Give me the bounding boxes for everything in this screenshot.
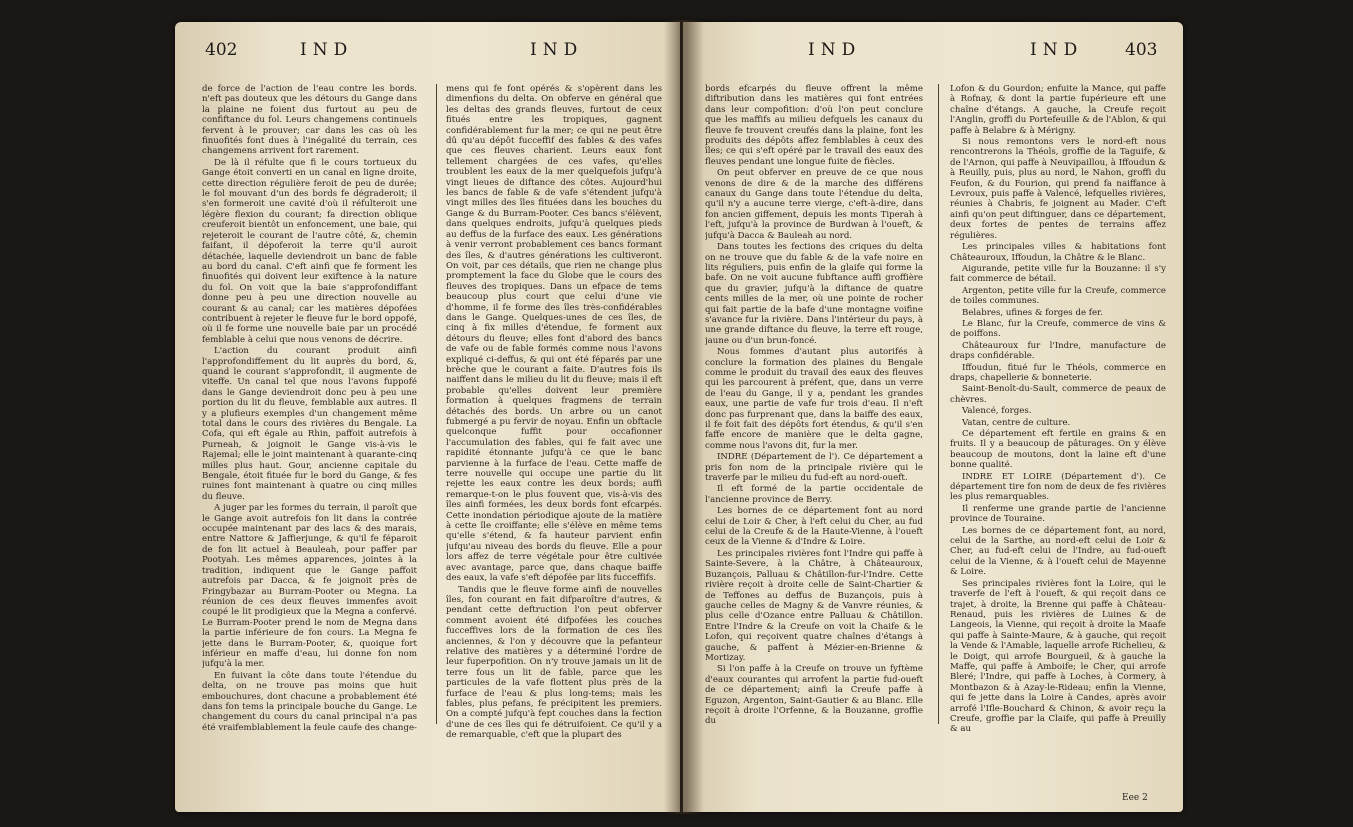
column-rule-left xyxy=(436,84,437,724)
paragraph: Dans toutes les fections des criques du delta on ne trouve que du fable & de la vafe noire en lits réguliers, puis enfin de la glaife qui forme la bafe. On ne voit aucune fubftance auffi groffière que du gravier, jufqu'à la diftance de quatre cents milles de la mer, où une pointe de rocher qui fait partie de la bafe d'une montagne voifine s'avance fur la rivière. Dans l'intérieur du pays, à une grande diftance du fleuve, la terre eft rouge, jaune ou d'un brun-foncé. xyxy=(705,242,923,346)
paragraph: INDRE (Département de l'). Ce département a pris fon nom de la principale rivière qui le traverfe par le milieu du fud-eft au nord-oueft. xyxy=(705,452,923,484)
paragraph: De là il réfulte que fi le cours tortueux du Gange étoit converti en un canal en ligne droite, cette direction régulière feroit de peu de durée; le fol mouvant d'un des bords fe dégraderoit; il s'en formeroit une cavité d'où il réfulteroit une légère flexion du courant; fa direction oblique creuferoit bientôt un enfoncement, une baie, qui rejeteroit le courant de l'autre côté, &, chemin faifant, il dépoferoit la terre qu'il auroit détachée, laquelle deviendroit un banc de fable au bord du canal. C'eft ainfi que fe forment les finuofités qui doivent leur exiftence à la nature du fol. On voit que la baie s'approfondiffant donne peu à peu une direction nouvelle au courant & au canal; car les matières dépofées contribuent à rejeter le fleuve fur le bord oppofé, où il fe forme une nouvelle baie par un procédé femblable à celui que nous venons de décrire. xyxy=(202,157,417,345)
paragraph: Ses principales rivières font la Loire, qui le traverfe de l'eft à l'oueft, & qui reçoit dans ce trajet, à droite, la Brenne qui paffe à Château-Renaud, puis les rivières de Luines & de Langeois, la Vienne, qui reçoit à droite la Maafe qui paffe à Sainte-Maure, & à gauche, qui reçoit la Vende & l'Amable, laquelle arrofe Richelieu, & le Doigt, qui arrofe Bourgueil, & à gauche la Maffe, qui paffe à Amboife; le Cher, qui arrofe Bleré; l'Indre, qui paffe à Loches, à Cormery, à Montbazon & à Azay-le-Rideau; enfin la Vienne, qui fe jette dans la Loire à Candes, après avoir arrofé l'Ifle-Bouchard & Chinon, & avoir reçu la Creufe, groffie par la Claife, qui paffe à Preuilly & au xyxy=(950,578,1166,735)
paragraph: Belabres, ufines & forges de fer. xyxy=(962,307,1103,318)
paragraph: Le Blanc, fur la Creufe, commerce de vins & de poiffons. xyxy=(950,318,1166,340)
paragraph: Si l'on paffe à la Creufe on trouve un fyftème d'eaux courantes qui arrofent la partie fud-oueft de ce département; ainfi la Creufe paffe à Eguzon, Argenton, Saint-Gautier & au Blanc. Elle reçoit à droite l'Orfenne, & la Bouzanne, groffie du xyxy=(705,664,923,727)
left-page-column-2 xyxy=(446,84,662,784)
paragraph: bords efcarpés du fleuve offrent la même diftribution dans les matières qui font entrées dans leur compofition: d'où l'on peut conclure que les maffifs au milieu defquels les canaux du fleuve fe trouvent creufés dans la plaine, font les produits des dépôts affez femblables à ceux des îles; ce qui s'eft opéré par le travail des eaux des fleuves pendant une longue fuite de fiècles. xyxy=(705,84,923,167)
page-number-left: 402 xyxy=(205,40,238,60)
paragraph: Argenton, petite ville fur la Creufe, commerce de toiles communes. xyxy=(950,285,1166,307)
running-head-right-1: IND xyxy=(808,40,862,60)
paragraph: Iffoudun, fitué fur le Théols, commerce en draps, chapellerie & bonneterie. xyxy=(950,362,1166,383)
paragraph: Vatan, centre de culture. xyxy=(962,417,1071,428)
running-head-left-2: IND xyxy=(530,40,584,60)
page-number-right: 403 xyxy=(1125,40,1158,60)
book-gutter xyxy=(664,20,704,814)
paragraph: mens qui fe font opérés & s'opèrent dans les dimenfions du delta. On obferve en général que les deltas des grands fleuves, furtout de ceux fitués entre les tropiques, gagnent confidérablement fur la mer; ce qui ne peut être dû qu'au dépôt fucceffif des fables & des vafes que ces fleuves charient. Leurs eaux font tellement chargées de ces vafes, qu'elles troublent les eaux de la mer quelquefois jufqu'à vingt lieues de diftance des côtes. Aujourd'hui les bancs de fable & de vafe s'étendent jufqu'à vingt milles des îles fituées dans les bouches du Gange & du Burram-Pooter. Ces bancs s'élèvent, dans quelques endroits, jufqu'à quelques pieds au deffus de la furface des eaux. Les générations à venir verront probablement ces bancs formant des îles, & d'autres générations les cultiveront. On voit, par ces détails, que rien ne change plus promptement la face du Globe que le cours des fleuves des tropiques. Dans un efpace de tems beaucoup plus court que celui d'une vie d'homme, il fe forme des îles très-confidérables dans le Gange. Quelques-unes de ces îles, de cinq à fix milles d'étendue, fe forment aux détours du fleuve; elles font d'abord des bancs de vafe ou de fable formés comme nous l'avons expliqué ci-deffus, & qui ont été féparés par une brèche que le courant a faite. D'autres fois ils naiffent dans le milieu du lit du fleuve; mais il eft probable qu'elles doivent leur première formation à quelques fragmens de terrain détachés des bords. Un arbre ou un canot fubmergé a pu fervir de noyau. Enfin un obftacle quelconque fuffit pour occafionner l'accumulation des fables, qui fe fait avec une rapidité étonnante jufqu'à ce que le banc parvienne à la furface de l'eau. Cette maffe de terre nouvelle qui occupe une partie du lit rejette les eaux contre les deux bords; auffi remarque-t-on le plus fouvent que, vis-à-vis des îles ainfi formées, les deux bords font efcarpés. Cette inondation périodique ajoute de la matière à cette île croiffante; elle s'élève en même tems qu'elle s'étend, & fa hauteur parvient enfin jufqu'au niveau des bords du fleuve. Elle a pour lors affez de terre végétale pour être cultivée avec avantage, parce que, dans chaque baiffe des eaux, la vafe s'eft dépofée par lits fucceffifs. xyxy=(446,84,662,584)
paragraph: Les principales rivières font l'Indre qui paffe à Sainte-Severe, à la Châtre, à Châteauroux, Buzançois, Palluau & Châtillon-fur-l'Indre. Cette rivière reçoit à droite celle de Saint-Chartier & de Teffones au deffus de Buzançois, puis à gauche celles de Magny & de Vanvre réunies, & plus celle d'Ozance entre Palluau & Châtillon. Entre l'Indre & la Creufe on voit la Chaife & le Lofon, qui reçoivent quatre chaînes d'étangs à gauche, & paffent à Mézier-en-Brienne & Mortizay. xyxy=(705,548,923,663)
paragraph: Lofon & du Gourdon; enfuite la Mance, qui paffe à Rofnay, & dont la partie fupérieure eft une chaîne d'étangs. A gauche, la Creufe reçoit l'Anglin, groffi du Portefeuille & de l'Ablon, & qui paffe à Belabre & à Mérigny. xyxy=(950,84,1166,136)
paragraph: En fuivant la côte dans toute l'étendue du delta, on ne trouve pas moins que huit embouchures, dont chacune a probablement été dans fon tems la principale bouche du Gange. Le changement du cours du canal principal n'a pas été vraifemblablement la feule caufe des change- xyxy=(202,670,417,733)
paragraph: Nous fommes d'autant plus autorifés à conclure la formation des plaines du Bengale comme le produit du travail des eaux des fleuves qui les parcourent à préfent, que, dans un verre de l'eau du Gange, il y a, pendant les grandes eaux, une partie de vafe fur trois d'eau. Il n'eft donc pas furprenant que, dans la baiffe des eaux, il fe foit fait des dépôts fort étendus, & qu'il s'en faffe encore de manière que le delta gagne, comme nous l'avons dit, fur la mer. xyxy=(705,347,923,451)
paragraph: A juger par les formes du terrain, il paroît que le Gange avoit autrefois fon lit dans la contrée occupée maintenant par des lacs & des marais, entre Nattore & Jaffierjunge, & qu'il fe féparoit de fon lit actuel à Beauleah, pour paffer par Pootyah. Les mêmes apparences, jointes à la tradition, indiquent que le Gange paffoit autrefois par Dacca, & fe joignoit près de Fringybazar au Burram-Pooter ou Megna. La réunion de ces deux fleuves immenfes avoit coupé le lit prodigieux que la Megna a confervé. Le Burram-Pooter prend le nom de Megna dans la partie inférieure de fon cours. La Megna fe jette dans le Burram-Pooter, &, quoique fort inférieur en maffe d'eau, lui donne fon nom jufqu'à la mer. xyxy=(202,503,417,670)
paragraph: Il renferme une grande partie de l'ancienne province de Touraine. xyxy=(950,503,1166,525)
paragraph: Saint-Benoît-du-Sault, commerce de peaux de chèvres. xyxy=(950,384,1166,405)
column-rule-right xyxy=(938,84,939,724)
paragraph: Aigurande, petite ville fur la Bouzanne: il s'y fait commerce de bétail. xyxy=(950,263,1166,285)
paragraph: de force de l'action de l'eau contre les bords. n'eft pas douteux que les détours du Gange dans la plaine ne foient dus furtout au peu de confiftance du fol. Leurs changemens continuels fervent à le prouver; car dans les cas où les finuofités font dues à l'inégalité du terrain, ces changemens arrivent fort rarement. xyxy=(202,84,417,157)
left-page-column-1 xyxy=(202,84,417,784)
paragraph: Châteauroux fur l'Indre, manufacture de draps confidérable. xyxy=(950,340,1166,362)
paragraph: Les bornes de ce département font, au nord, celui de la Sarthe, au nord-eft celui de Loir & Cher, au fud-eft celui de l'Indre, au fud-oueft celui de la Vienne, & à l'oueft celui de Mayenne & Loire. xyxy=(950,525,1166,578)
paragraph: On peut obferver en preuve de ce que nous venons de dire & de la marche des différens canaux du Gange dans toute l'étendue du delta, qu'il n'y a aucune terre vierge, c'eft-à-dire, dans fon ancien giffement, depuis les monts Tiperah à l'eft, jufqu'à la province de Burdwan à l'oueft, & jufqu'à Dacca & Bauleah au nord. xyxy=(705,168,923,241)
paragraph: INDRE ET LOIRE (Département d'). Ce département tire fon nom de deux de fes rivières les plus remarquables. xyxy=(950,471,1166,503)
paragraph: Ce département eft fertile en grains & en fruits. Il y a beaucoup de pâturages. On y élève beaucoup de moutons, dont la laine eft d'une bonne qualité. xyxy=(950,429,1166,471)
paragraph: Les bornes de ce département font au nord celui de Loir & Cher, à l'eft celui du Cher, au fud celui de la Creufe & de la Haute-Vienne, à l'oueft ceux de la Vienne & d'Indre & Loire. xyxy=(705,506,923,548)
catchword: Eee 2 xyxy=(1122,793,1148,803)
running-head-right-2: IND xyxy=(1030,40,1084,60)
right-page-column-2 xyxy=(950,84,1166,784)
paragraph: L'action du courant produit ainfi l'approfondiffement du lit auprès du bord, &, quand le courant s'approfondit, il augmente de viteffe. Un canal tel que nous l'avons fuppofé dans le Gange deviendroit donc peu à peu une portion du lit du fleuve, femblable aux autres. Il y a plufieurs exemples d'un changement même total dans le cours des rivières du Bengale. La Cofa, qui eft égale au Rhin, paffoit autrefois à Purneah, & joignoit le Gange vis-à-vis le Rajemal; elle le joint maintenant à quarante-cinq milles plus haut. Gour, ancienne capitale du Bengale, étoit fituée fur le bord du Gange, & fes ruines font maintenant à quatre ou cinq milles du fleuve. xyxy=(202,346,417,502)
running-head-left-1: IND xyxy=(300,40,354,60)
paragraph: Les principales villes & habitations font Châteauroux, Iffoudun, la Châtre & le Blanc. xyxy=(950,242,1166,263)
paragraph: Il eft formé de la partie occidentale de l'ancienne province de Berry. xyxy=(705,484,923,505)
paragraph: Valencé, forges. xyxy=(962,406,1032,417)
paragraph: Si nous remontons vers le nord-eft nous rencontrerons la Théols, groffie de la Taguife, & de l'Arnon, qui paffe à Neuvipaillou, à Iffoudun & à Reuilly, puis, plus au nord, le Nahon, groffi du Feufon, & du Fourion, qui prend fa naiffance à Levroux, puis paffe à Valencé, lefquelles rivières, réunies à Chabris, fe joignent au Mader. C'eft ainfi qu'on peut diftinguer, dans ce département, deux fortes de pentes de terrains affez régulières. xyxy=(950,137,1166,241)
right-page-column-1 xyxy=(705,84,923,784)
paragraph: Tandis que le fleuve forme ainfi de nouvelles îles, fon courant en fait difparoître d'autres, & pendant cette deftruction l'on peut obferver comment avoient été difpofées les couches fucceffives lors de la formation de ces îles anciennes, & l'on y découvre que la pefanteur relative des matières y a déterminé l'ordre de leur fuperpofition. On n'y trouve jamais un lit de terre fous un lit de fable, parce que les particules de la vafe flottent plus près de la furface de l'eau & plus long-tems; mais les fables, plus pefans, fe précipitent les premiers. On a compté jufqu'à fept couches dans la fection d'une de ces îles qui fe détruifoient. Ce qu'il y a de remarquable, c'eft que la plupart des xyxy=(446,584,662,741)
